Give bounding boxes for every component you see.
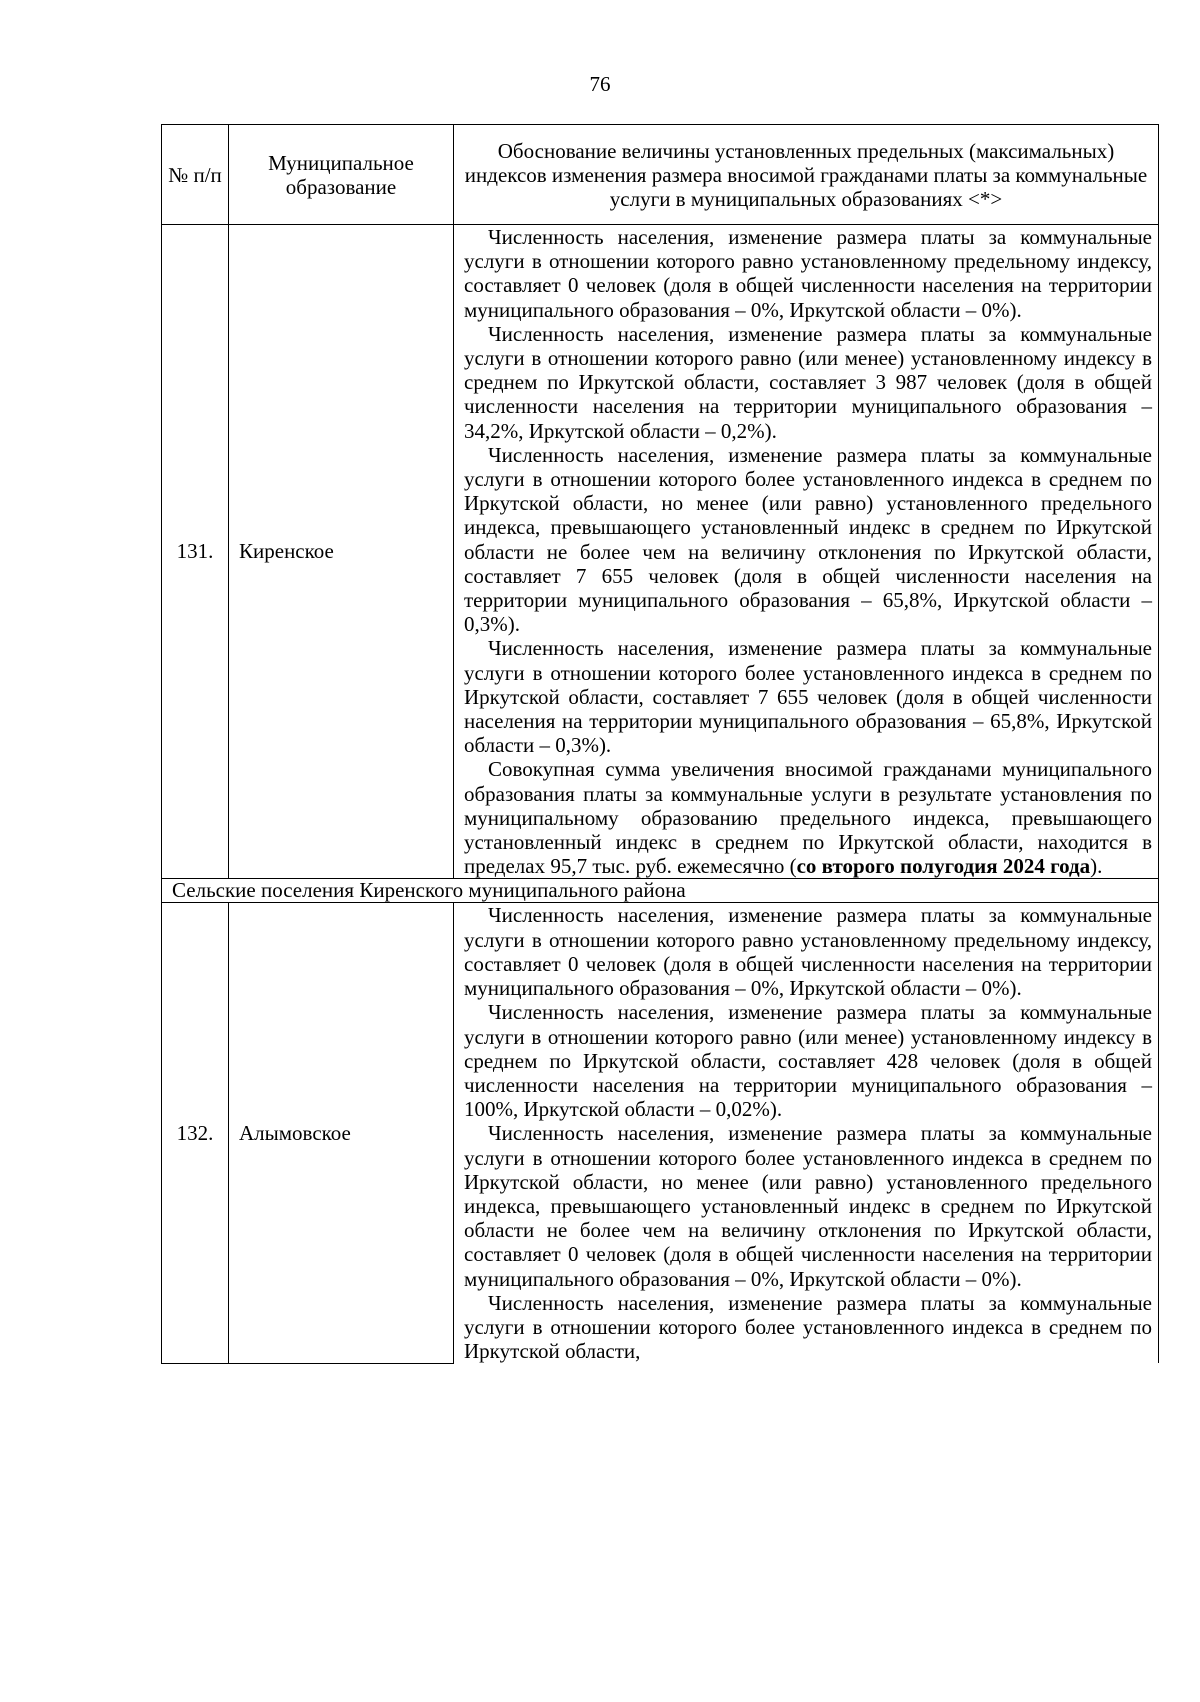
justification-paragraph: Численность населения, изменение размера платы за коммунальные услуги в отношении которого более установленного индекса в среднем по Иркутской области, но менее (или равно) установленного предельного индекса, превышающего установленный индекс в среднем по Иркутской области не более чем на величину отклонения по Иркутской области, составляет 0 человек (доля в общей численности населения на территории муниципального образования – 0%, Иркутской области – 0%). — [464, 1121, 1152, 1291]
header-num: № п/п — [162, 125, 229, 225]
table-row — [162, 903, 1159, 1363]
header-municipality: Муниципальное образование — [229, 125, 454, 225]
section-title: Сельские поселения Киренского муниципального района — [162, 879, 1159, 903]
justification-cell — [454, 225, 1159, 879]
justification-paragraph: Численность населения, изменение размера платы за коммунальные услуги в отношении которого равно установленному предельному индексу, составляет 0 человек (доля в общей численности населения на территории муниципального образования – 0%, Иркутской области – 0%). — [464, 903, 1152, 1001]
section-header-row — [162, 879, 1159, 903]
municipality-name: Киренское — [229, 225, 454, 879]
justification-paragraph: Численность населения, изменение размера платы за коммунальные услуги в отношении которого равно (или менее) установленному индексу в среднем по Иркутской области, составляет 428 человек (доля в общей численности населения на территории муниципального образования – 100%, Иркутской области – 0,02%). — [464, 1000, 1152, 1122]
table-row — [162, 225, 1159, 879]
justification-paragraph: Численность населения, изменение размера платы за коммунальные услуги в отношении которого равно (или менее) установленному индексу в среднем по Иркутской области, составляет 3 987 человек (доля в общей численности населения на территории муниципального образования – 34,2%, Иркутской области – 0,2%). — [464, 321, 1152, 443]
tariff-index-table — [161, 124, 1159, 1364]
row-number: 131. — [162, 225, 229, 879]
summary-text: Совокупная сумма увеличения вносимой гражданами муниципального образования платы за коммунальные услуги в результате установления по муниципальному образованию предельного индекса, превышающего установленный индекс в среднем по Иркутской области, находится в пределах 95,7 тыс. руб. ежемесячно ( — [464, 757, 1152, 879]
table-header-row — [162, 125, 1159, 225]
justification-paragraph: Численность населения, изменение размера платы за коммунальные услуги в отношении которого более установленного индекса в среднем по Иркутской области, но менее (или равно) установленного предельного индекса, превышающего установленный индекс в среднем по Иркутской области не более чем на величину отклонения по Иркутской области, составляет 7 655 человек (доля в общей численности населения на территории муниципального образования – 65,8%, Иркутской области – 0,3%). — [464, 442, 1152, 637]
municipality-name: Алымовское — [229, 903, 454, 1363]
header-justification: Обоснование величины установленных предельных (максимальных) индексов изменения размера вносимой гражданами платы за коммунальные услуги в муниципальных образованиях <*> — [454, 125, 1159, 225]
row-number: 132. — [162, 903, 229, 1363]
summary-tail: ). — [1090, 854, 1103, 879]
justification-paragraph: Численность населения, изменение размера платы за коммунальные услуги в отношении которого равно установленному предельному индексу, составляет 0 человек (доля в общей численности населения на территории муниципального образования – 0%, Иркутской области – 0%). — [464, 225, 1152, 322]
justification-paragraph: Численность населения, изменение размера платы за коммунальные услуги в отношении которого более установленного индекса в среднем по Иркутской области, составляет 7 655 человек (доля в общей численности населения на территории муниципального образования – 65,8%, Иркутской области – 0,3%). — [464, 636, 1152, 758]
justification-paragraph-summary — [464, 757, 1152, 878]
page-number: 76 — [589, 72, 611, 96]
justification-cell — [454, 903, 1159, 1363]
justification-paragraph: Численность населения, изменение размера платы за коммунальные услуги в отношении которого более установленного индекса в среднем по Иркутской области, — [464, 1290, 1152, 1364]
summary-period: со второго полугодия 2024 года — [796, 854, 1091, 879]
